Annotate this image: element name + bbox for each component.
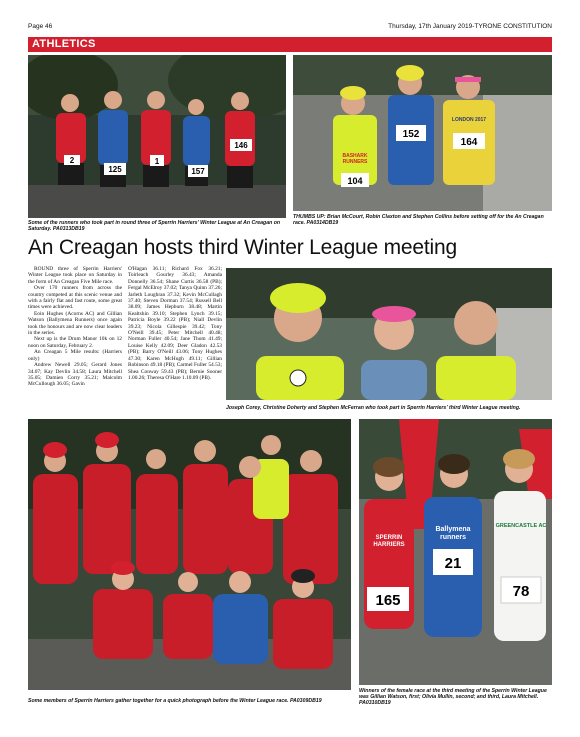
bib-label: 164 (460, 137, 478, 148)
photo-female-winners-image (359, 419, 552, 685)
article-paragraph: Andrew Newell 29.05; Gerard Jones 34.07; Kay Devlin 34.58; Laura Mitchell 35.05; Damien Corry 35.21; Malcolm McCullough 36.05; Gavin (28, 362, 122, 388)
shirt-label: RUNNERS (342, 159, 368, 165)
caption-photo5: Winners of the female race at the third meeting of the Sperrin Winter League was Gillian Watson, first; Olivia Mullin, second; and third, Laura Mitchell. PA0310DB19 (359, 688, 547, 707)
article-paragraph: ROUND three of Sperrin Harriers' Winter League took place on Saturday in the form of An Creagan Five Mile race. (28, 266, 122, 285)
article-headline: An Creagan hosts third Winter League meeting (28, 236, 457, 259)
bib-label: 21 (444, 555, 462, 572)
shirt-label: LONDON 2017 (451, 117, 487, 123)
article-column-2 (128, 266, 222, 406)
shirt-label: SPERRIN (375, 535, 403, 541)
photo-runners-group (28, 55, 286, 218)
caption-photo2: THUMBS UP: Brian McCourt, Robin Claxton and Stephen Collins before setting off for the An Creagan race. PA0314DB19 (293, 214, 544, 227)
photo-club-members (28, 419, 351, 690)
shirt-label: HARRIERS (373, 542, 405, 548)
shirt-label: runners (439, 534, 467, 541)
article-paragraph: O'Hagan 36.11; Richard Fox 36.21; Toirleach Gourley 36.43; Amanda Donnelly 36.54; Shane Curtis 36.58 (PB); Fergal McElroy 37.02; Tanya Quinn 37.26; Jarleth Loughran 37.32; Kevin McCullagh 37.40; Steven Dorman 37.54; Russell Bell 38.09; James Hepburn 38.48; Martin Kealtshin 39.10; Stephen Lynch 39.15; Patricia Boyle 39.22 (PB); Niall Devlin 39.23; Nicola Gillespie 39.42; Tony O'Neill 39.45; Peter Mitchell 40.48; Norman Fuller 40.54; Jane Thom 41.49; Louise Kelly 42.09; Deer Gladon 42.53 (PB); Barry O'Neill 43.06; Tony Hughes 47.30; Karen McHugh 49.11; Gillian Robinson 49.18 (PB); Carmel Fuller 54.53; Shea Conway 59.43 (PB); Bernie Sooner 1.00.26; Theresa O'Hare 1.10.09 (PB). (128, 266, 222, 381)
photo-thumbs-up (293, 55, 552, 211)
bib-label: 1 (154, 157, 160, 166)
shirt-label: BASHARK (342, 153, 368, 159)
photo-club-members-image (28, 419, 351, 690)
bib-label: 125 (108, 165, 122, 174)
article-paragraph: Eoin Hughes (Acorns AC) and Gillian Watson (Ballymena Runners) once again took the honours and are now clear leaders in the series. (28, 310, 122, 337)
bib-label: 2 (69, 156, 75, 165)
shirt-label: Ballymena (435, 526, 471, 533)
bib-label: 78 (512, 583, 530, 600)
caption-photo1: Some of the runners who took part in round three of Sperrin Harriers' Winter League at An Creagan on Saturday. PA0313DB19 (28, 220, 281, 233)
bib-label: 104 (347, 176, 363, 186)
article-paragraph: An Creagan 5 Mile results: (Harriers only) (28, 349, 122, 362)
bib-label: 165 (375, 592, 401, 609)
shirt-label: GREENCASTLE AC (495, 523, 547, 529)
photo-three-runners-image (226, 268, 552, 400)
caption-photo4: Some members of Sperrin Harriers gather together for a quick photograph before the Winter League race. PA0309DB19 (28, 698, 322, 704)
photo-three-runners (226, 268, 552, 400)
section-title: ATHLETICS (32, 38, 96, 50)
date-line: Thursday, 17th January 2019-TYRONE CONSTITUTION (388, 23, 552, 30)
photo-female-winners (359, 419, 552, 685)
bib-label: 152 (402, 129, 420, 140)
section-bar (28, 37, 552, 52)
photo-runners-group-image (28, 55, 286, 218)
article-body (28, 266, 222, 406)
article-paragraph: Next up is the Drum Manor 10k on 12 noon on Saturday, February 2. (28, 336, 122, 349)
article-column-1 (28, 266, 122, 406)
article-paragraph: Over 170 runners from across the country competed at this scenic venue and with a fairly flat and fast route, some great times were achieved. (28, 285, 122, 311)
caption-photo3: Joseph Corey, Christine Doherty and Stephen McFerran who took part in Sperrin Harriers' third Winter League meeting. (226, 405, 521, 411)
page-number: Page 46 (28, 23, 53, 30)
bib-label: 146 (234, 141, 248, 150)
photo-thumbs-up-image (293, 55, 552, 211)
bib-label: 157 (191, 167, 205, 176)
